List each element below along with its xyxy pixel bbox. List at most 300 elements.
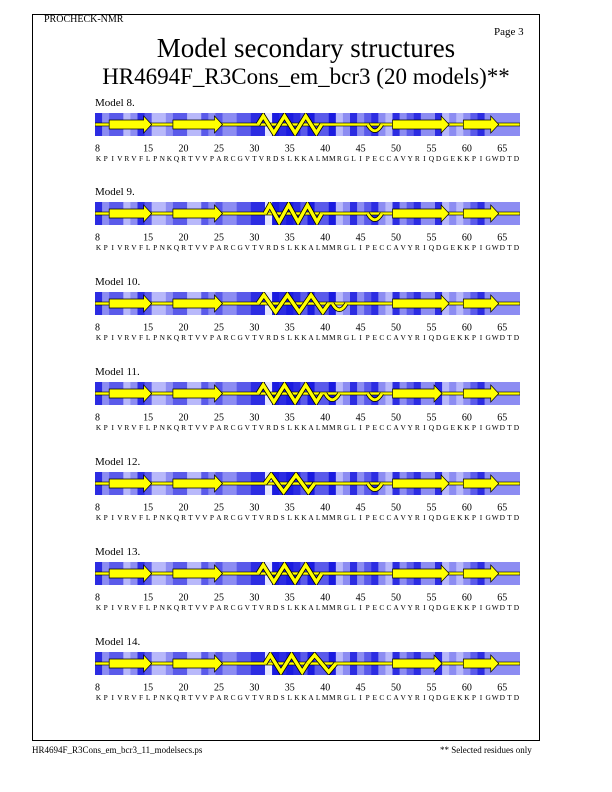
residue-letter: K [95,693,102,702]
model-label: Model 13. [95,546,141,558]
residue-letter: D [499,423,505,432]
residue-letter: R [181,243,187,252]
residue-letter: T [507,513,512,522]
residue-letter: K [166,154,173,163]
residue-letter: V [202,513,208,522]
residue-letter: T [188,333,193,342]
residue-letter: G [485,513,491,522]
residue-letter: N [159,693,165,702]
tick-label: 60 [461,322,472,334]
residue-letter: Q [173,243,180,252]
residue-letter: T [188,693,193,702]
tick-label: 55 [426,682,437,694]
residue-letter: I [359,333,362,342]
residue-letter: E [450,154,455,163]
residue-letter: I [479,513,483,522]
structure-strip [95,382,520,405]
residue-letter: V [258,333,265,342]
residue-letter: T [188,154,193,163]
model-block [0,276,612,356]
tick-label: 55 [426,322,437,334]
residue-letter: T [188,423,193,432]
residue-letter: K [166,693,173,702]
residue-letter: R [414,333,420,342]
tick-label: 50 [391,412,402,424]
residue-letter: E [450,693,455,702]
residue-letter: V [400,603,406,612]
residue-letter: I [423,693,426,702]
residue-letter: V [131,693,137,702]
model-block [0,456,612,536]
residue-letter: I [359,154,362,163]
residue-letter: P [209,423,214,432]
residue-letter: I [111,693,114,702]
residue-letter: T [252,243,257,252]
residue-letter: R [266,693,272,702]
residue-letter: L [315,333,321,342]
residue-letter: P [471,243,477,252]
residue-letter: E [372,513,378,522]
residue-letter: R [181,154,187,163]
residue-letter: P [153,333,158,342]
structure-strip [95,562,520,585]
residue-letter: G [237,333,243,342]
coil-line [95,482,520,485]
residue-letter: C [379,603,385,612]
residue-letter: T [252,333,257,342]
footer-note: ** Selected residues only [440,745,532,755]
residue-letter: K [301,243,307,252]
residue-letter: R [223,693,229,702]
residue-letter: P [209,603,214,612]
residue-letter: C [379,513,385,522]
residue-letter: R [414,243,420,252]
residue-letter: L [145,154,151,163]
residue-letter: K [95,154,102,163]
residue-letter: G [237,423,243,432]
residue-letter: E [450,603,455,612]
residue-letter: D [499,154,505,163]
residue-letter: R [124,603,130,612]
residue-letter: K [301,423,307,432]
residue-letter: D [499,603,505,612]
residue-letter: K [457,603,463,612]
residue-letter: V [195,513,201,522]
tick-label: 40 [320,592,331,604]
residue-letter: K [166,243,173,252]
tick-label: 40 [320,502,331,514]
residue-letter: L [351,513,356,522]
residue-letter: K [95,243,102,252]
tick-label: 15 [143,143,154,155]
residue-letter: W [491,423,499,432]
residue-letter: T [252,693,257,702]
residue-letter: Q [173,154,180,163]
tick-label: 8 [95,502,100,514]
residue-letter: Y [407,693,413,702]
residue-letter: M [321,693,329,702]
residue-letter: P [153,423,158,432]
residue-letter: P [153,243,158,252]
residue-letter: R [414,693,420,702]
residue-letter: K [464,603,470,612]
residue-letter: R [181,513,187,522]
residue-letter: L [315,243,321,252]
residue-letter: V [131,513,137,522]
residue-letter: Q [428,423,435,432]
tick-label: 45 [355,322,366,334]
residue-letter: T [252,603,257,612]
residue-letter: C [386,243,392,252]
residue-letter: V [244,603,250,612]
residue-letter: A [393,423,399,432]
tick-label: 65 [497,322,508,334]
residue-letter: M [321,333,329,342]
residue-letter: G [237,603,243,612]
residue-letter: P [103,423,108,432]
residue-letter: P [471,423,477,432]
tick-label: 8 [95,592,100,604]
tick-label: 35 [284,232,295,244]
residue-letter: D [272,513,279,522]
residue-letter: V [195,243,201,252]
residue-letter: R [266,243,272,252]
residue-letter: T [507,154,512,163]
model-label: Model 8. [95,97,135,109]
tick-label: 40 [320,682,331,694]
residue-letter: D [435,693,442,702]
tick-label: 40 [320,412,331,424]
residue-letter: E [450,243,455,252]
residue-letter: T [252,423,257,432]
tick-label: 45 [355,412,366,424]
sequence-row [95,330,520,342]
residue-letter: G [485,603,491,612]
residue-letter: A [308,333,314,342]
residue-letter: R [181,423,187,432]
residue-letter: L [351,154,356,163]
residue-letter: P [365,333,370,342]
residue-letter: Q [173,693,180,702]
residue-letter: A [393,243,399,252]
residue-letter: R [414,513,420,522]
residue-letter: G [442,243,449,252]
residue-letter: I [423,513,426,522]
residue-letter: M [321,243,329,252]
structure-strip [95,472,520,495]
residue-letter: V [258,154,265,163]
residue-letter: P [365,423,370,432]
residue-letter: I [111,243,114,252]
residue-letter: I [423,154,426,163]
residue-letter: V [244,154,250,163]
residue-letter: R [336,423,342,432]
residue-letter: K [294,603,300,612]
residue-letter: R [223,513,229,522]
residue-letter: A [393,513,399,522]
tick-label: 20 [178,502,189,514]
structure-strip [95,113,520,136]
tick-label: 50 [391,322,402,334]
residue-letter: G [343,423,350,432]
structure-strip [95,292,520,315]
residue-letter: T [188,243,193,252]
page-number: Page 3 [494,26,524,38]
residue-letter: R [124,333,130,342]
residue-letter: E [372,154,378,163]
residue-letter: R [181,603,187,612]
residue-letter: L [315,423,321,432]
residue-letter: V [195,693,201,702]
tick-label: 25 [213,682,224,694]
residue-letter: Q [428,154,435,163]
tick-label: 8 [95,412,100,424]
residue-letter: D [435,154,442,163]
residue-letter: L [145,333,151,342]
residue-letter: G [442,603,449,612]
residue-letter: F [138,513,144,522]
tick-label: 55 [426,143,437,155]
tick-label: 15 [143,682,154,694]
residue-letter: N [159,333,165,342]
residue-letter: L [287,423,293,432]
residue-letter: V [117,243,123,252]
residue-letter: P [153,603,158,612]
residue-letter: R [124,154,130,163]
model-block [0,366,612,446]
residue-letter: D [435,513,442,522]
residue-letter: C [379,154,385,163]
tick-label: 8 [95,682,100,694]
residue-letter: G [343,693,350,702]
residue-letter: D [272,693,279,702]
residue-letter: R [223,603,229,612]
sequence-row [95,600,520,612]
residue-letter: P [365,603,370,612]
residue-letter: W [491,603,499,612]
residue-letter: C [230,603,236,612]
residue-letter: R [414,603,420,612]
residue-letter: Q [173,603,180,612]
residue-letter: K [95,513,102,522]
residue-letter: P [209,513,214,522]
residue-letter: L [315,603,321,612]
residue-letter: Q [173,423,180,432]
residue-letter: C [386,693,392,702]
residue-letter: W [491,154,499,163]
residue-letter: M [329,513,336,522]
residue-letter: V [258,243,265,252]
residue-letter: P [365,243,370,252]
residue-letter: K [166,423,173,432]
residue-letter: Y [407,513,413,522]
residue-letter: N [159,513,165,522]
tick-label: 25 [213,412,224,424]
residue-letter: R [336,333,342,342]
sequence-row [95,420,520,432]
residue-letter: L [287,333,293,342]
residue-letter: A [216,154,222,163]
residue-letter: D [272,243,279,252]
residue-letter: G [343,243,350,252]
residue-letter: Y [407,603,413,612]
residue-letter: G [485,423,491,432]
residue-letter: K [464,243,470,252]
residue-letter: G [485,243,491,252]
residue-letter: R [266,333,272,342]
footer-filename: HR4694F_R3Cons_em_bcr3_11_modelsecs.ps [32,745,203,755]
structure-strip [95,652,520,675]
residue-letter: R [266,423,272,432]
residue-letter: W [491,513,499,522]
residue-letter: C [230,423,236,432]
residue-letter: V [131,154,137,163]
residue-letter: R [336,243,342,252]
residue-letter: D [272,333,279,342]
residue-letter: P [103,154,108,163]
residue-letter: F [138,423,144,432]
residue-letter: P [103,333,108,342]
residue-letter: A [308,603,314,612]
residue-letter: Y [407,154,413,163]
residue-letter: V [258,423,265,432]
residue-letter: V [202,693,208,702]
residue-letter: V [202,603,208,612]
residue-letter: D [435,423,442,432]
residue-letter: K [294,423,300,432]
residue-letter: T [188,513,193,522]
residue-letter: C [230,154,236,163]
page-subtitle: HR4694F_R3Cons_em_bcr3 (20 models)** [102,64,510,89]
residue-letter: L [145,603,151,612]
sequence-row [95,510,520,522]
residue-letter: S [280,243,285,252]
residue-letter: A [216,243,222,252]
tick-label: 65 [497,592,508,604]
tick-label: 35 [284,322,295,334]
residue-letter: C [379,333,385,342]
tick-label: 65 [497,682,508,694]
residue-letter: T [507,423,512,432]
residue-letter: G [237,513,243,522]
residue-letter: P [209,333,214,342]
tick-label: 25 [213,592,224,604]
residue-letter: I [479,154,483,163]
residue-letter: R [181,333,187,342]
tick-label: 25 [213,232,224,244]
residue-letter: V [400,423,406,432]
tick-label: 65 [497,502,508,514]
residue-letter: W [491,243,499,252]
residue-letter: V [117,154,123,163]
tick-label: 65 [497,412,508,424]
residue-letter: R [223,154,229,163]
residue-letter: K [457,423,463,432]
residue-letter: N [159,423,165,432]
residue-letter: S [280,513,285,522]
model-label: Model 11. [95,366,140,378]
tick-label: 40 [320,232,331,244]
tick-label: 25 [213,502,224,514]
residue-letter: T [507,693,512,702]
residue-letter: I [111,603,114,612]
residue-letter: L [315,154,321,163]
residue-letter: V [117,693,123,702]
coil-line [95,212,520,215]
residue-letter: R [223,423,229,432]
residue-letter: Q [428,243,435,252]
tick-label: 45 [355,232,366,244]
residue-letter: N [159,154,165,163]
residue-letter: V [195,423,201,432]
residue-letter: I [111,513,114,522]
residue-letter: S [280,333,285,342]
tick-label: 20 [178,322,189,334]
residue-letter: C [386,423,392,432]
residue-letter: I [359,603,362,612]
tick-label: 8 [95,143,100,155]
residue-letter: R [336,693,342,702]
residue-letter: T [252,154,257,163]
residue-letter: N [159,243,165,252]
residue-letter: L [145,243,151,252]
residue-letter: K [166,513,173,522]
residue-letter: G [343,333,350,342]
residue-letter: K [294,243,300,252]
tick-label: 30 [249,232,260,244]
tick-label: 55 [426,592,437,604]
residue-letter: M [321,423,329,432]
residue-letter: Q [428,603,435,612]
tick-label: 55 [426,412,437,424]
residue-letter: P [209,154,214,163]
residue-letter: R [414,423,420,432]
residue-letter: Q [428,693,435,702]
residue-letter: V [244,513,250,522]
tick-label: 30 [249,682,260,694]
residue-letter: L [351,243,356,252]
residue-letter: Y [407,333,413,342]
residue-letter: D [272,423,279,432]
residue-letter: R [266,154,272,163]
residue-letter: T [188,603,193,612]
residue-letter: K [301,513,307,522]
residue-letter: G [237,154,243,163]
residue-letter: F [138,603,144,612]
residue-letter: K [464,154,470,163]
residue-letter: G [442,423,449,432]
residue-letter: P [471,513,477,522]
residue-letter: L [351,693,356,702]
residue-letter: K [457,243,463,252]
model-block [0,186,612,266]
tick-label: 55 [426,232,437,244]
tick-label: 65 [497,143,508,155]
residue-letter: V [202,154,208,163]
residue-letter: Q [173,333,180,342]
residue-letter: R [124,513,130,522]
residue-letter: P [153,154,158,163]
residue-letter: V [117,423,123,432]
tick-label: 35 [284,682,295,694]
residue-letter: R [124,243,130,252]
residue-letter: P [209,243,214,252]
tick-label: 30 [249,412,260,424]
residue-letter: M [329,693,336,702]
residue-letter: L [315,693,321,702]
tick-label: 40 [320,322,331,334]
model-block [0,97,612,177]
